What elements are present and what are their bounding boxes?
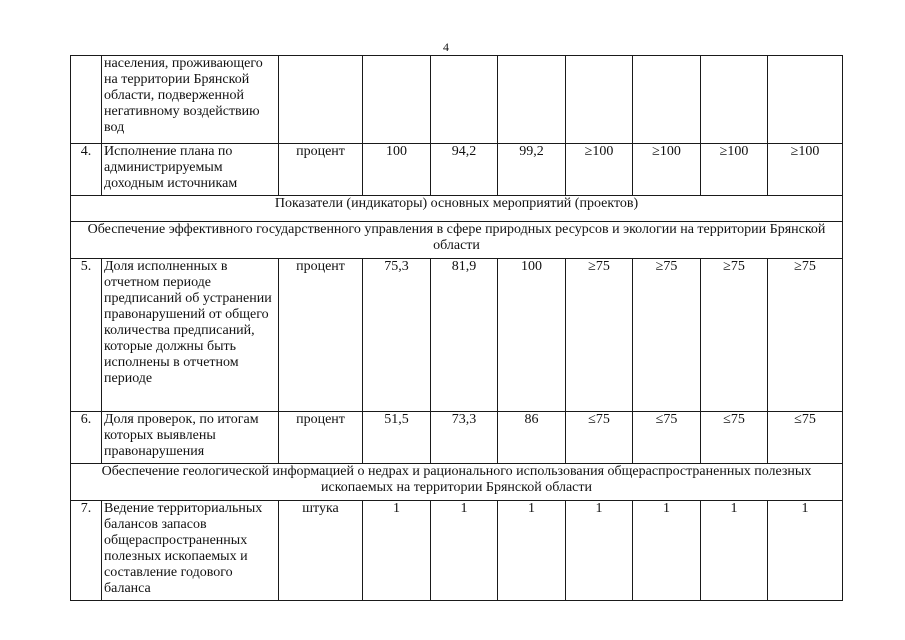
value-cell: 1 bbox=[566, 501, 633, 601]
value-cell: ≤75 bbox=[701, 412, 768, 464]
indicators-table bbox=[70, 55, 843, 601]
table-row bbox=[71, 144, 843, 196]
value-cell: 100 bbox=[363, 144, 431, 196]
row-number: 7. bbox=[71, 501, 102, 601]
row-number bbox=[71, 56, 102, 144]
section-header: Показатели (индикаторы) основных мероприятий (проектов) bbox=[71, 196, 843, 222]
unit-cell bbox=[279, 56, 363, 144]
value-cell: ≥100 bbox=[701, 144, 768, 196]
value-cell: 51,5 bbox=[363, 412, 431, 464]
value-cell: 81,9 bbox=[431, 259, 498, 412]
section-row bbox=[71, 196, 843, 222]
unit-cell: процент bbox=[279, 144, 363, 196]
value-cell: ≥100 bbox=[566, 144, 633, 196]
section-header: Обеспечение геологической информацией о недрах и рационального использования общераспространенных полезных ископаемых на территории Брянской области bbox=[71, 464, 843, 501]
value-cell: ≥75 bbox=[768, 259, 843, 412]
value-cell bbox=[431, 56, 498, 144]
section-header: Обеспечение эффективного государственного управления в сфере природных ресурсов и экологии на территории Брянской области bbox=[71, 222, 843, 259]
value-cell bbox=[701, 56, 768, 144]
table-row bbox=[71, 412, 843, 464]
value-cell: 99,2 bbox=[498, 144, 566, 196]
row-number: 5. bbox=[71, 259, 102, 412]
value-cell: 1 bbox=[431, 501, 498, 601]
page-number: 4 bbox=[443, 40, 449, 54]
indicator-name: Ведение территориальных балансов запасов общераспространенных полезных ископаемых и составление годового баланса bbox=[102, 501, 279, 601]
value-cell: ≤75 bbox=[768, 412, 843, 464]
unit-cell: штука bbox=[279, 501, 363, 601]
section-row bbox=[71, 464, 843, 501]
value-cell bbox=[363, 56, 431, 144]
value-cell: 86 bbox=[498, 412, 566, 464]
indicator-name: Исполнение плана по администрируемым доходным источникам bbox=[102, 144, 279, 196]
indicator-name: Доля проверок, по итогам которых выявлены правонарушения bbox=[102, 412, 279, 464]
value-cell: 1 bbox=[498, 501, 566, 601]
row-number: 6. bbox=[71, 412, 102, 464]
value-cell: 94,2 bbox=[431, 144, 498, 196]
value-cell: ≥75 bbox=[566, 259, 633, 412]
value-cell: 75,3 bbox=[363, 259, 431, 412]
row-number: 4. bbox=[71, 144, 102, 196]
value-cell: ≥75 bbox=[633, 259, 701, 412]
unit-cell: процент bbox=[279, 259, 363, 412]
value-cell: 1 bbox=[633, 501, 701, 601]
value-cell bbox=[633, 56, 701, 144]
value-cell: 1 bbox=[768, 501, 843, 601]
value-cell: ≤75 bbox=[633, 412, 701, 464]
value-cell: 100 bbox=[498, 259, 566, 412]
value-cell: ≥100 bbox=[633, 144, 701, 196]
value-cell: 73,3 bbox=[431, 412, 498, 464]
table-row bbox=[71, 259, 843, 412]
unit-cell: процент bbox=[279, 412, 363, 464]
section-row bbox=[71, 222, 843, 259]
indicator-name: населения, проживающего на территории Брянской области, подверженной негативному воздействию вод bbox=[102, 56, 279, 144]
value-cell: ≤75 bbox=[566, 412, 633, 464]
value-cell: 1 bbox=[701, 501, 768, 601]
value-cell: ≥100 bbox=[768, 144, 843, 196]
value-cell bbox=[498, 56, 566, 144]
value-cell: 1 bbox=[363, 501, 431, 601]
table-row bbox=[71, 501, 843, 601]
table-row bbox=[71, 56, 843, 144]
value-cell bbox=[566, 56, 633, 144]
indicator-name: Доля исполненных в отчетном периоде предписаний об устранении правонарушений от общего количества предписаний, которые должны быть исполнены в отчетном периоде bbox=[102, 259, 279, 412]
value-cell: ≥75 bbox=[701, 259, 768, 412]
value-cell bbox=[768, 56, 843, 144]
